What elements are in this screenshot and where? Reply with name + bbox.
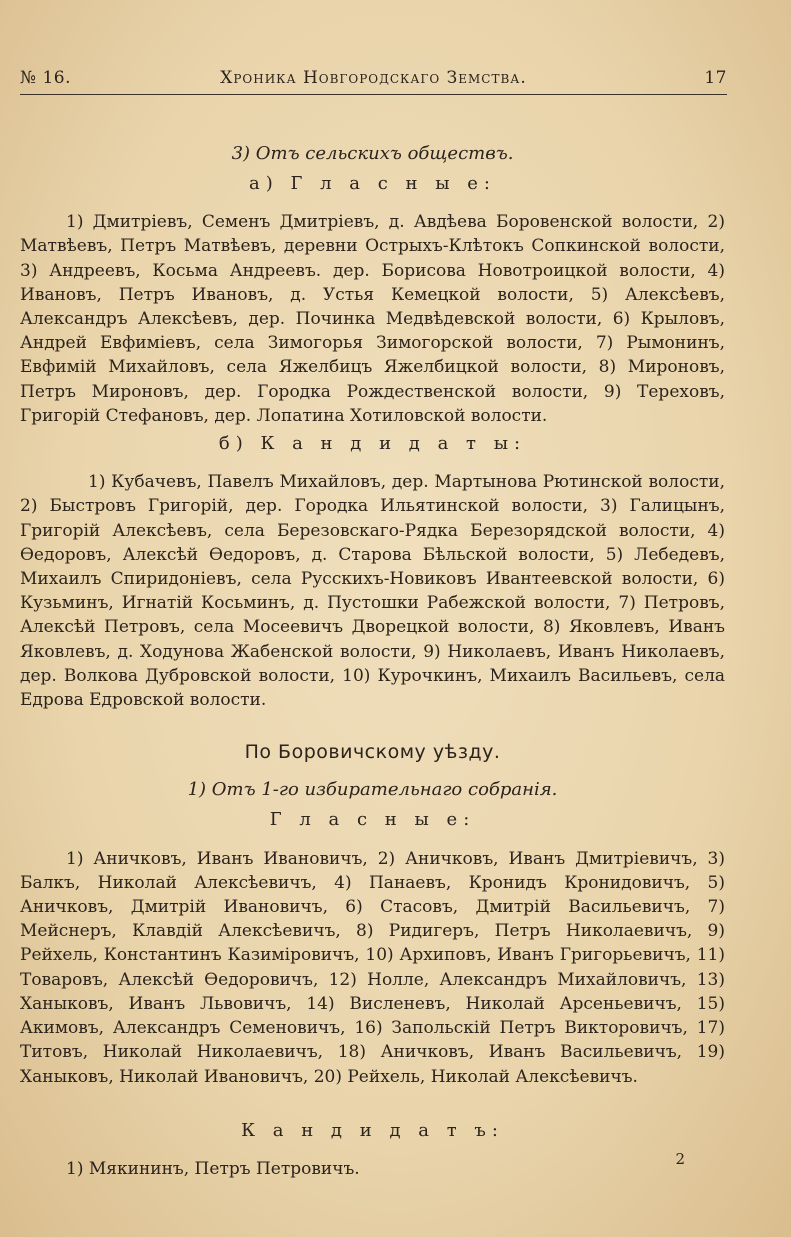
- borovichi-glasnye-heading: Г л а с н ы е:: [269, 809, 476, 831]
- kandidaty-list: 1) Кубачевъ, Павелъ Михайловъ, дер. Мартынова Рютинской волости, 2) Быстровъ Григорій, дер. Городка Ильятинской волости, 3) Галицынъ, Григорій Алексѣевъ, села Березовскаго-Рядка Березорядской волости, 4) Ѳедоровъ, Алексѣй Ѳедоровъ, д. Старова Бѣльской волости, 5) Лебедевъ, Михаилъ Спиридоніевъ, села Русскихъ-Новиковъ Ивантеевской волости, 6) Кузьминъ, Игнатій Косьминъ, д. Пустошки Рабежской волости, 7) Петровъ, Алексѣй Петровъ, села Мосеевичъ Дворецкой волости, 8) Яковлевъ, Иванъ Яковлевъ, д. Ходунова Жабенской волости, 9) Николаевъ, Иванъ Николаевъ, дер. Волкова Дубровской волости, 10) Курочкинъ, Михаилъ Васильевъ, села Едрова Едровской волости.: [20, 472, 725, 711]
- header-rule: [20, 94, 727, 95]
- kandidaty-heading: б) К а н д и д а т ы:: [218, 433, 527, 455]
- assembly-title: 1) Отъ 1-го избирательнаго собранія.: [187, 779, 558, 801]
- issue-number: № 16.: [20, 68, 72, 88]
- running-header: [20, 68, 727, 94]
- signature-mark: 2: [675, 1150, 685, 1168]
- section-title: 3) Отъ сельскихъ обществъ.: [231, 143, 514, 164]
- borovichi-kandidat-heading: К а н д и д а т ъ:: [241, 1119, 504, 1141]
- borovichi-glasnye-list: 1) Аничковъ, Иванъ Ивановичъ, 2) Аничковъ, Иванъ Дмитріевичъ, 3) Балкъ, Николай Алексѣевичъ, 4) Панаевъ, Кронидъ Кронидовичъ, 5) Аничковъ, Дмитрій Ивановичъ, 6) Стасовъ, Дмитрій Васильевичъ, 7) Мейснеръ, Клавдій Алексѣевичъ, 8) Ридигеръ, Петръ Николаевичъ, 9) Рейхель, Константинъ Казиміровичъ, 10) Архиповъ, Иванъ Григорьевичъ, 11) Товаровъ, Алексѣй Ѳедоровичъ, 12) Нолле, Александръ Михайловичъ, 13) Ханыковъ, Иванъ Львовичъ, 14) Висленевъ, Николай Арсеньевичъ, 15) Акимовъ, Александръ Семеновичъ, 16) Запольскій Петръ Викторовичъ, 17) Титовъ, Николай Николаевичъ, 18) Аничковъ, Иванъ Васильевичъ, 19) Ханыковъ, Николай Ивановичъ, 20) Рейхель, Николай Алексѣевичъ.: [20, 848, 725, 1087]
- main-text: [20, 142, 725, 1185]
- page-number: 17: [704, 68, 727, 88]
- glasnye-list: 1) Дмитріевъ, Семенъ Дмитріевъ, д. Авдѣева Боровенской волости, 2) Матвѣевъ, Петръ Матвѣевъ, деревни Острыхъ-Клѣтокъ Сопкинской волости, 3) Андреевъ, Косьма Андреевъ. дер. Борисова Новотроицкой волости, 4) Ивановъ, Петръ Ивановъ, д. Устья Кемецкой волости, 5) Алексѣевъ, Александръ Алексѣевъ, дер. Починка Медвѣдевской волости, 6) Крыловъ, Андрей Евфиміевъ, села Зимогорья Зимогорской волости, 7) Рымонинъ, Евфимій Михайловъ, села Яжелбицъ Яжелбицкой волости, 8) Мироновъ, Петръ Мироновъ, дер. Городка Рождественской волости, 9) Тереховъ, Григорій Стефановъ, дер. Лопатина Хотиловской волости.: [20, 212, 725, 426]
- glasnye-heading: а) Г л а с н ы е:: [248, 173, 496, 194]
- journal-title: Хроника Новгородскаго Земства.: [220, 68, 527, 88]
- uezd-heading: По Боровичскому уѣзду.: [244, 741, 501, 764]
- borovichi-kandidat-list: 1) Мякининъ, Петръ Петровичъ.: [66, 1158, 360, 1179]
